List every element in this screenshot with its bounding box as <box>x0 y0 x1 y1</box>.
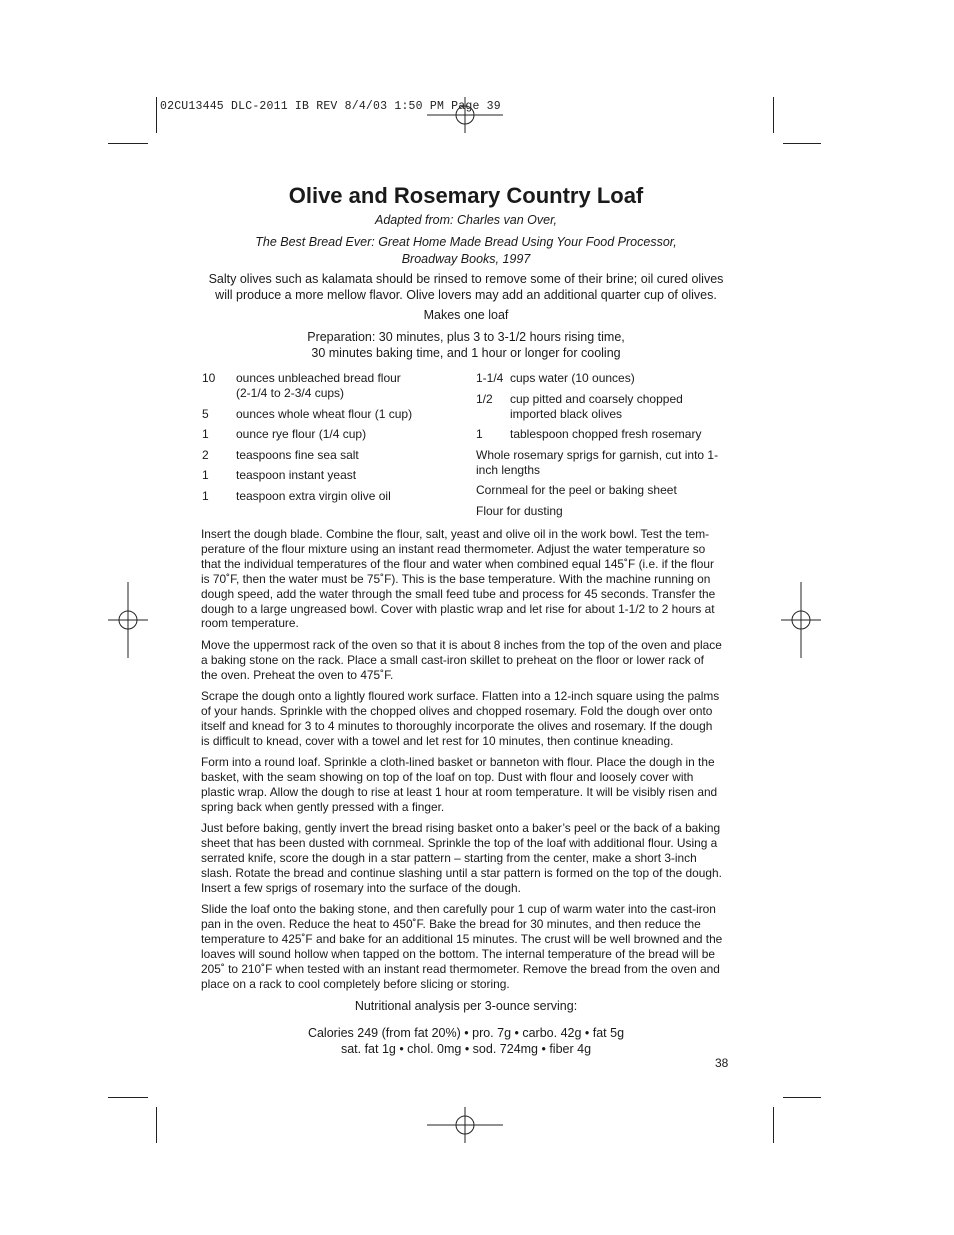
recipe-prep-time <box>198 329 734 361</box>
nutrition-heading: Nutritional analysis per 3-ounce serving: <box>354 999 578 1013</box>
ingredient-desc: cup pitted and coarsely chopped imported black olives <box>510 391 683 421</box>
recipe-title: Olive and Rosemary Country Loaf <box>288 183 644 208</box>
instruction-paragraph: Insert the dough blade. Combine the flour, salt, yeast and olive oil in the work bowl. Test the tem- perature of the flour mixture using an instant read thermometer. Adjust the water temperature so that the individual temperatures of the flour and water when combined equal 145˚F (i.e. if the flour is 70˚F, then the water must be 75˚F). This is the base temperature. With the machine running on dough speed, add the water through the small feed tube and process for 45 seconds. Transfer the dough to a large ungreased bowl. Cover with plastic wrap and let rise for about 1-1/2 to 2 hours at room temperature. <box>201 527 716 631</box>
ingredient-item <box>476 448 726 478</box>
nutrition-line: sat. fat 1g • chol. 0mg • sod. 724mg • fiber 4g <box>340 1042 592 1056</box>
ingredient-qty: 1 <box>202 488 209 503</box>
instruction-paragraph: Slide the loaf onto the baking stone, and then carefully pour 1 cup of warm water into the cast-iron pan in the oven. Reduce the heat to 450˚F. Bake the bread for 30 minutes, and then reduce the temperature to 425˚F and bake for an additional 15 minutes. The crust will be well browned and the loaves will sound hollow when tapped on the bottom. The internal temperature of the bread will be 205˚ to 210˚F when tested with an instant read thermometer. Remove the bread from the oven and place on a rack to cool completely before slicing or storing. <box>201 902 723 991</box>
ingredient-item <box>476 504 726 519</box>
ingredient-qty: 2 <box>202 447 209 462</box>
prep-line: Preparation: 30 minutes, plus 3 to 3-1/2 hours rising time, <box>307 330 625 344</box>
recipe-intro <box>198 271 734 303</box>
ingredient-desc: teaspoon extra virgin olive oil <box>236 488 391 503</box>
ingredient-item <box>202 427 452 442</box>
print-slug: 02CU13445 DLC-2011 IB REV 8/4/03 1:50 PM Page 39 <box>160 100 501 113</box>
ingredient-desc: teaspoons fine sea salt <box>236 447 359 462</box>
ingredient-qty: 1 <box>202 427 209 441</box>
ingredient-item <box>202 448 452 463</box>
ingredient-qty: 10 <box>202 371 216 385</box>
ingredient-desc: Flour for dusting <box>476 503 563 518</box>
ingredient-item <box>202 468 452 483</box>
ingredients-left-column <box>202 371 452 509</box>
ingredient-item <box>476 483 726 498</box>
instruction-paragraph: Move the uppermost rack of the oven so that it is about 8 inches from the top of the oven and place a baking stone on the rack. Place a small cast-iron skillet to preheat on the floor or lower rack of the oven. Preheat the oven to 475˚F. <box>201 637 722 682</box>
crop-mark <box>773 1107 774 1143</box>
recipe-source <box>198 212 734 268</box>
ingredient-item <box>202 407 452 422</box>
crop-mark <box>156 97 157 133</box>
ingredients-right-column <box>476 371 726 524</box>
crop-mark <box>773 97 774 133</box>
ingredient-qty: 1 <box>476 427 483 441</box>
ingredient-desc: tablespoon chopped fresh rosemary <box>510 427 702 441</box>
ingredient-desc: ounces unbleached bread flour (2-1/4 to 2-3/4 cups) <box>236 371 401 400</box>
ingredient-item <box>476 427 726 442</box>
ingredient-desc: Whole rosemary sprigs for garnish, cut into 1- inch lengths <box>476 447 719 477</box>
ingredient-item <box>202 371 452 401</box>
crop-mark <box>783 143 821 144</box>
instruction-paragraph: Form into a round loaf. Sprinkle a cloth-lined basket or banneton with flour. Place the dough in the basket, with the seam showing on top of the loaf on top. Dust with flour and loosely cover with plastic wrap. Allow the dough to rise at least 1 hour at room temperature. It will be visibly risen and spring back when gently pressed with a finger. <box>201 755 718 814</box>
ingredient-desc: Cornmeal for the peel or baking sheet <box>476 483 677 497</box>
ingredient-qty: 1-1/4 <box>476 371 504 385</box>
ingredient-item <box>476 371 726 386</box>
source-line: The Best Bread Ever: Great Home Made Bread Using Your Food Processor, <box>255 235 677 249</box>
page-number: 38 <box>715 1056 729 1070</box>
prep-line: 30 minutes baking time, and 1 hour or longer for cooling <box>311 346 621 360</box>
instruction-paragraph: Scrape the dough onto a lightly floured work surface. Flatten into a 12-inch square using the palms of your hands. Sprinkle with the chopped olives and chopped rosemary. Fold the dough over onto itself and knead for 3 to 4 minutes to thoroughly incorporate the olives and rosemary. If the dough is difficult to knead, cover with a towel and let rest for 10 minutes, then continue kneading. <box>201 689 720 748</box>
crop-mark <box>783 1097 821 1098</box>
registration-mark-icon <box>108 582 148 658</box>
nutrition-line: Calories 249 (from fat 20%) • pro. 7g • carbo. 42g • fat 5g <box>307 1026 625 1040</box>
crop-mark <box>108 1097 148 1098</box>
crop-mark <box>156 1107 157 1143</box>
ingredient-qty: 1 <box>202 468 209 482</box>
ingredient-qty: 1/2 <box>476 391 493 406</box>
registration-mark-icon <box>781 582 821 658</box>
recipe-instructions <box>201 527 732 998</box>
ingredient-item <box>476 392 726 422</box>
recipe-yield: Makes one loaf <box>423 308 509 322</box>
nutrition-facts <box>198 1025 734 1057</box>
ingredient-desc: ounces whole wheat flour (1 cup) <box>236 406 413 421</box>
ingredient-desc: cups water (10 ounces) <box>510 371 635 385</box>
intro-line: will produce a more mellow flavor. Olive lovers may add an additional quarter cup of olives. <box>215 288 717 302</box>
ingredient-qty: 5 <box>202 406 209 421</box>
ingredient-desc: teaspoon instant yeast <box>236 468 357 482</box>
source-line: Broadway Books, 1997 <box>401 252 531 266</box>
intro-line: Salty olives such as kalamata should be rinsed to remove some of their brine; oil cured olives <box>208 272 724 286</box>
registration-mark-icon <box>427 1107 503 1143</box>
crop-mark <box>108 143 148 144</box>
source-line: Adapted from: Charles van Over, <box>374 213 558 227</box>
instruction-paragraph: Just before baking, gently invert the bread rising basket onto a baker’s peel or the back of a baking sheet that has been dusted with cornmeal. Sprinkle the top of the loaf with additional flour. Using a serrated knife, score the dough in a star pattern – starting from the center, make a short 3-inch slash. Rotate the bread and continue slashing until a star pattern is formed on the top of the dough. Insert a few sprigs of rosemary into the surface of the dough. <box>201 821 722 895</box>
ingredient-item <box>202 489 452 504</box>
ingredient-desc: ounce rye flour (1/4 cup) <box>236 427 367 441</box>
